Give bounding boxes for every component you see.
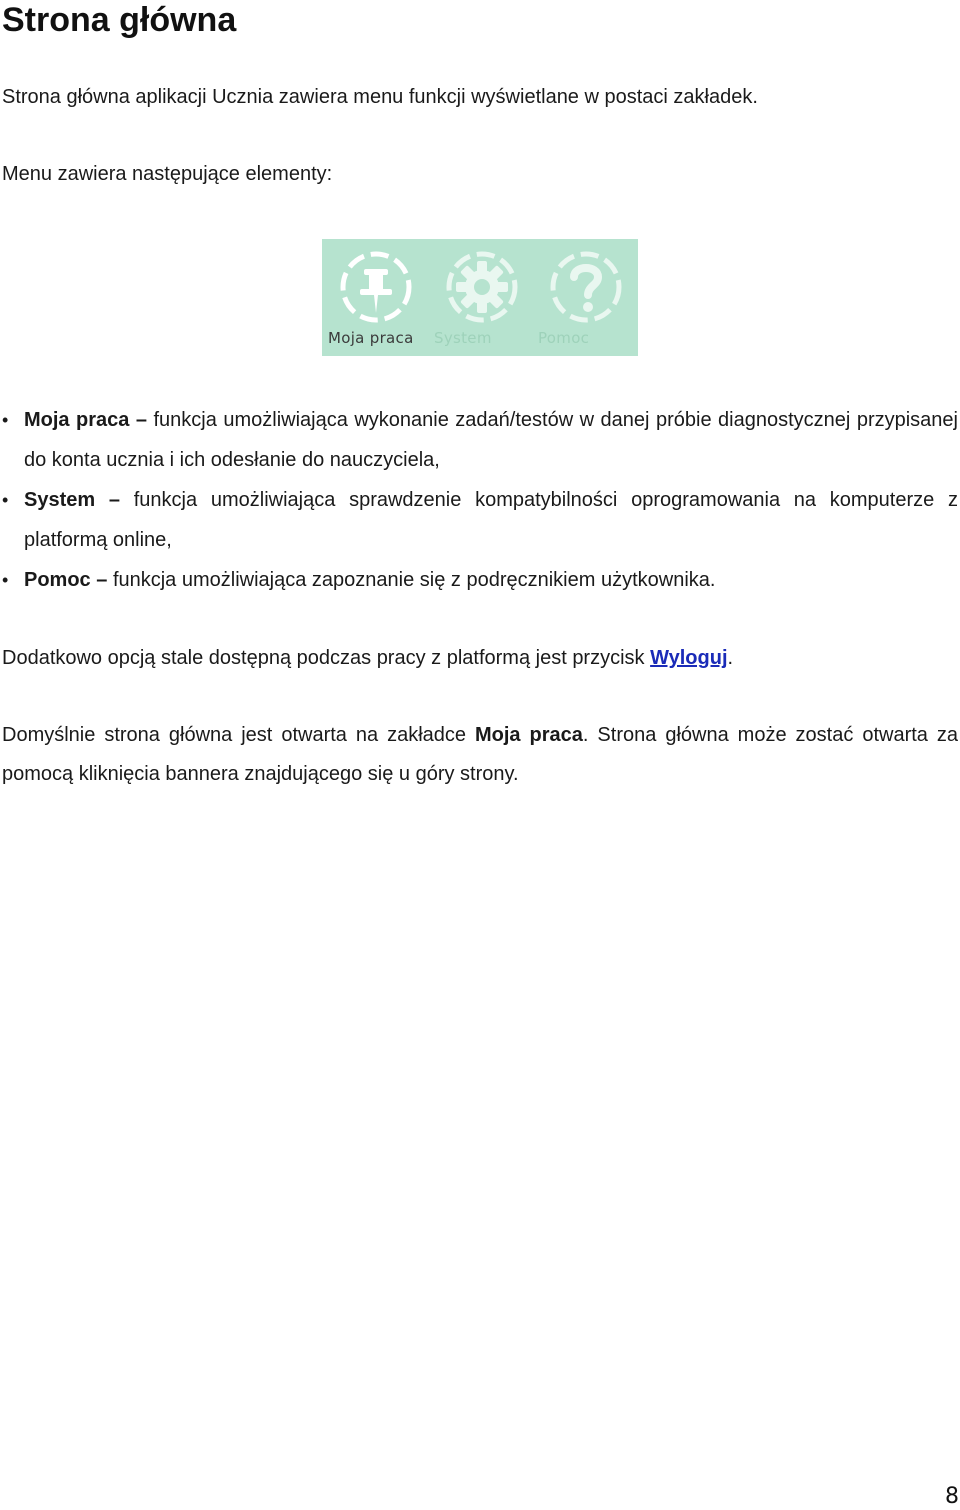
feature-separator: –	[108, 489, 121, 511]
tab-system[interactable]	[430, 239, 535, 356]
feature-description: funkcja umożliwiająca zapoznanie się z podręcznikiem użytkownika.	[112, 569, 716, 591]
default-tab-name: Moja praca	[475, 724, 583, 746]
feature-description: funkcja umożliwiająca sprawdzenie kompatybilności oprogramowania na komputerze z platformą online,	[24, 489, 958, 551]
page-number: 8	[945, 1484, 959, 1509]
feature-description: funkcja umożliwiająca wykonanie zadań/testów w danej próbie diagnostycznej przypisanej do konta ucznia i ich odesłanie do nauczyciela,	[24, 409, 958, 471]
bullet-icon: •	[2, 570, 9, 590]
feature-name: Pomoc	[24, 569, 91, 591]
question-icon	[546, 247, 626, 327]
gear-icon	[442, 247, 522, 327]
default-info-text: Domyślnie strona główna jest otwarta na zakładce	[2, 724, 467, 746]
intro-paragraph: Strona główna aplikacji Ucznia zawiera menu funkcji wyświetlane w postaci zakładek.	[2, 86, 758, 108]
feature-name: Moja praca	[24, 409, 130, 431]
extra-option-text: Dodatkowo opcją stale dostępną podczas pracy z platformą jest przycisk	[2, 647, 645, 669]
features-list	[0, 400, 958, 600]
logout-link[interactable]: Wyloguj	[650, 647, 728, 669]
list-item	[0, 400, 958, 480]
feature-name: System	[24, 489, 96, 511]
menu-banner	[322, 239, 638, 356]
tab-pomoc[interactable]	[534, 239, 639, 356]
page-title: Strona główna	[2, 1, 237, 39]
extra-option-period: .	[727, 647, 734, 669]
default-info-text-2: . Strona główna może zostać otwarta za pomocą kliknięcia bannera znajdującego się u góry strony.	[2, 724, 958, 785]
bullet-icon: •	[2, 490, 9, 510]
default-info-paragraph	[2, 716, 958, 794]
bullet-icon: •	[2, 410, 9, 430]
pushpin-icon	[336, 247, 416, 327]
tab-label-system: System	[434, 329, 492, 347]
tab-label-moja-praca: Moja praca	[328, 329, 414, 347]
list-item	[0, 480, 958, 560]
menu-lead-paragraph: Menu zawiera następujące elementy:	[2, 163, 333, 185]
extra-option-paragraph	[2, 639, 958, 678]
tab-label-pomoc: Pomoc	[538, 329, 590, 347]
tab-moja-praca[interactable]	[324, 239, 429, 356]
list-item	[0, 560, 958, 600]
feature-separator: –	[135, 409, 148, 431]
feature-separator: –	[96, 569, 108, 591]
